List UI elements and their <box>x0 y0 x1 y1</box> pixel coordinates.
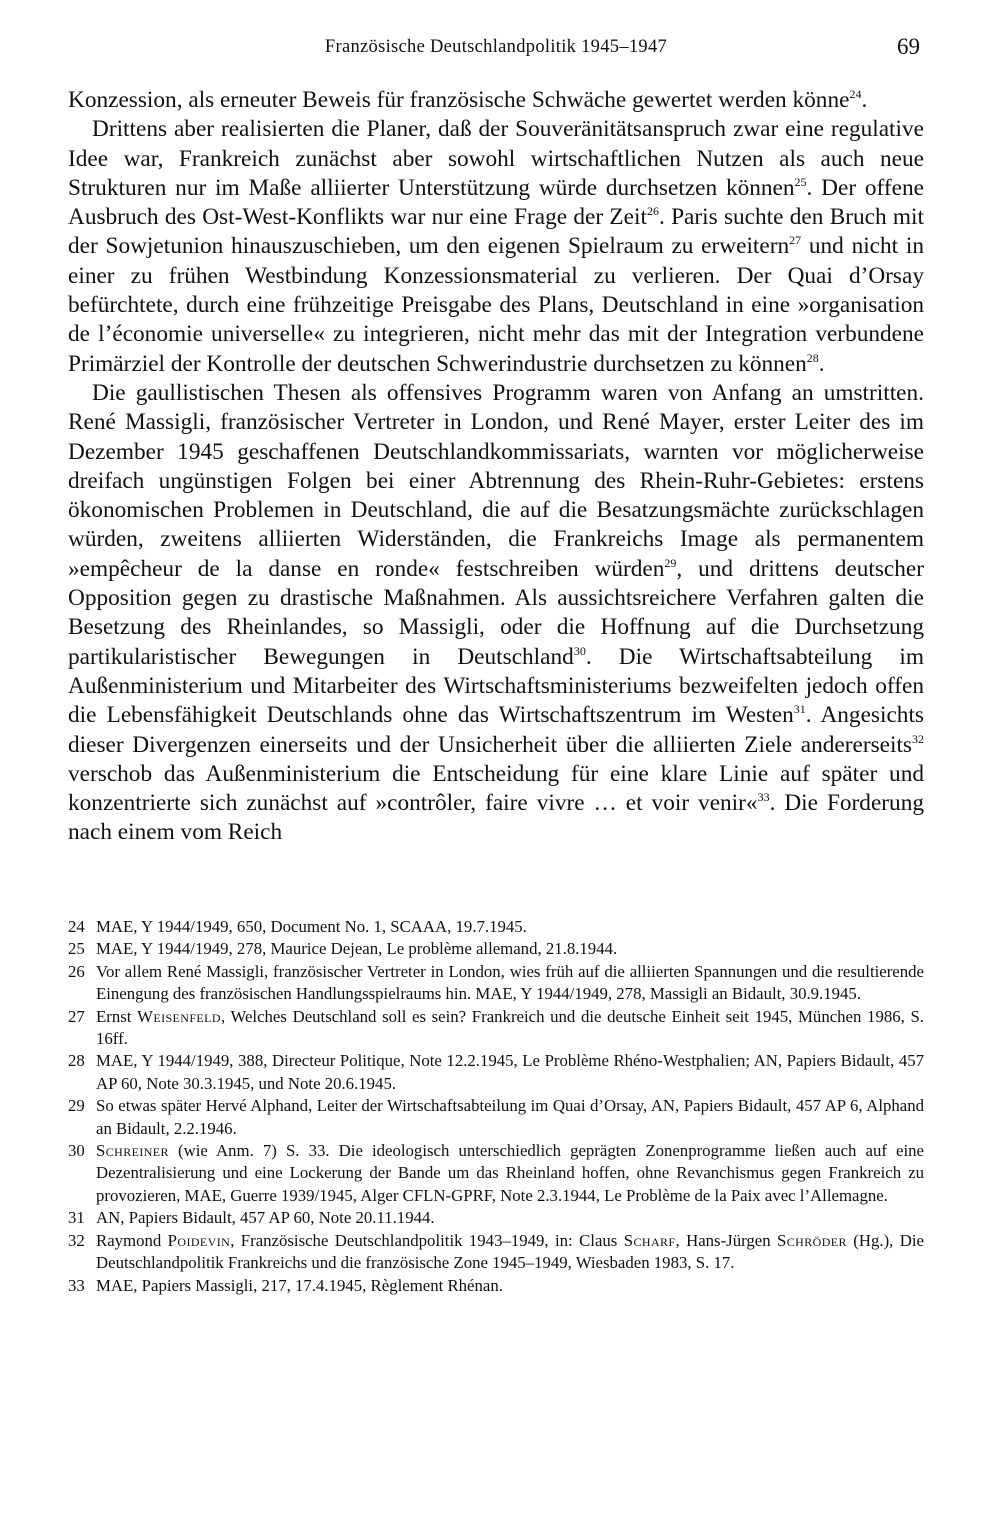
paragraph <box>68 115 924 379</box>
footnote-ref: 25 <box>794 174 807 189</box>
footnote-text: Ernst <box>96 1006 138 1026</box>
footnote-ref: 29 <box>664 555 677 570</box>
text-run: . Der offene Ausbruch des Ost-West-Konflikts war nur eine Frage der Zeit <box>68 174 924 231</box>
text-run: . Paris suchte den Bruch mit der Sowjetunion hinauszuschieben, um den eigenen Spielraum zu erweitern <box>68 204 924 260</box>
body-text <box>68 86 924 848</box>
footnote-text: (Hg.), Die Deutschlandpolitik Frankreichs und die französische Zone 1945–1949, Wiesbaden 1983, S. 17. <box>96 1230 924 1273</box>
text-run: Konzession, als erneuter Beweis für französische Schwäche gewertet werden könne <box>68 87 850 113</box>
footnote-text: , Hans-Jürgen <box>675 1230 778 1250</box>
footnote <box>68 1207 924 1229</box>
footnote <box>68 916 924 938</box>
footnote-text: Vor allem René Massigli, französischer Vertreter in London, wies früh auf die alliierten Spannungen und die resultierende Einengung des französischen Handlungsspielraums hin. MAE, Y 1944/1949, 278, Massigli an Bidault, 30.9.1945. <box>96 961 924 1004</box>
footnotes <box>68 916 924 1297</box>
footnote-ref: 26 <box>646 204 659 219</box>
author-name: Schreiner <box>96 1141 169 1161</box>
footnote-number: 30 <box>68 1141 85 1161</box>
text-run: Die gaullistischen Thesen als offensives Programm waren von Anfang an umstritten. René Massigli, französischer Vertreter in London, und René Mayer, erster Leiter des im Dezember 1945 geschaffenen Deutschlandkommissariats, warnten vor möglicherweise dreifach ungünstigen Folgen bei einer Abtrennung des Rhein-Ruhr-Gebietes: erstens ökonomischen Problemen in Deutschland, die auf die Besatzungsmächte zurückschlagen würden, zweitens alliierten Widerständen, die Frankreichs Image als permanentem »empêcheur de la danse en ronde« festschreiben würden <box>68 379 924 582</box>
running-head <box>68 34 924 64</box>
text-run: . <box>861 87 868 113</box>
footnote-number: 32 <box>68 1230 85 1250</box>
footnote-number: 25 <box>68 939 85 959</box>
text-run: . Die Wirtschaftsabteilung im Außenministerium und Mitarbeiter des Wirtschaftsministeriums bezweifelten jedoch offen die Lebensfähigkeit Deutschlands ohne das Wirtschaftszentrum im Westen <box>68 643 924 729</box>
text-run: und nicht in einer zu frühen Westbindung Konzessionsmaterial zu verlieren. Der Quai d’Orsay befürchtete, durch eine frühzeitige Preisgabe des Plans, Deutschland in eine »organisation de l’économie universelle« zu integrieren, nicht mehr das mit der Integration verbundene Primärziel der Kontrolle der deutschen Schwerindustrie durchsetzen zu können <box>68 233 925 377</box>
footnote-number: 26 <box>68 961 85 981</box>
footnote-number: 24 <box>68 917 85 936</box>
footnote-text: (wie Anm. 7) S. 33. Die ideologisch unterschiedlich geprägten Zonenprogramme ließen auch auf eine Dezentralisierung und eine Lockerung der Bande um das Rheinland hoffen, ohne Revanchismus gegen Frankreich zu provozieren, MAE, Guerre 1939/1945, Alger CFLN-GPRF, Note 2.3.1944, Le Problème de la Paix avec l’Allemagne. <box>96 1141 924 1205</box>
footnote-text: AN, Papiers Bidault, 457 AP 60, Note 20.11.1944. <box>96 1208 435 1228</box>
footnote <box>68 1140 924 1207</box>
author-name: Schröder <box>777 1230 847 1250</box>
footnote-text: So etwas später Hervé Alphand, Leiter der Wirtschaftsabteilung im Quai d’Orsay, AN, Papiers Bidault, 457 AP 6, Alphand an Bidault, 2.2.1946. <box>96 1096 924 1138</box>
footnote-text: MAE, Y 1944/1949, 388, Directeur Politique, Note 12.2.1945, Le Problème Rhéno-Westphalien; AN, Papiers Bidault, 457 AP 60, Note 30.3.1945, und Note 20.6.1945. <box>96 1051 924 1093</box>
footnote-text: , Welches Deutschland soll es sein? Frankreich und die deutsche Einheit seit 1945, München 1986, S. 16ff. <box>96 1006 924 1049</box>
footnote-ref: 31 <box>793 702 806 717</box>
paragraph <box>68 86 924 115</box>
text-run: . Die Forderung nach einem vom Reich <box>68 790 924 846</box>
text-run: . <box>818 350 825 377</box>
footnote-text: MAE, Y 1944/1949, 650, Document No. 1, SCAAA, 19.7.1945. <box>96 917 527 936</box>
footnote-number: 27 <box>68 1006 85 1026</box>
footnote-ref: 33 <box>757 790 770 805</box>
paragraph <box>68 379 924 848</box>
author-name: Poidevin <box>167 1230 231 1250</box>
footnote-text: , Französische Deutschlandpolitik 1943–1949, in: Claus <box>230 1230 624 1250</box>
footnote <box>68 1095 924 1140</box>
footnote <box>68 1275 924 1297</box>
page-number: 69 <box>897 34 920 59</box>
text-run: , und drittens deutscher Opposition gegen zu drastische Maßnahmen. Als aussichtsreichere Verfahren galten die Besetzung des Rheinlandes, so Massigli, oder die Hoffnung auf die Durchsetzung partikularistischer Bewegungen in Deutschland <box>68 555 924 670</box>
footnote-ref: 32 <box>912 731 924 746</box>
footnote <box>68 961 924 1006</box>
text-run: Drittens aber realisierten die Planer, daß der Souveränitätsanspruch zwar eine regulative Idee war, Frankreich zunächst aber sowohl wirtschaftlichen Nutzen als auch neue Strukturen nur im Maße alliierter Unterstützung würde durchsetzen können <box>68 116 924 201</box>
footnote <box>68 1006 924 1051</box>
running-title: Französische Deutschlandpolitik 1945–1947 <box>324 37 668 57</box>
author-name: Scharf <box>623 1230 676 1250</box>
footnote-ref: 24 <box>849 87 862 101</box>
footnote <box>68 938 924 960</box>
footnote <box>68 1230 924 1275</box>
book-page <box>68 0 924 1516</box>
footnote-number: 28 <box>68 1051 85 1071</box>
footnote-number: 29 <box>68 1096 85 1116</box>
author-name: Weisenfeld <box>137 1006 221 1026</box>
text-run: . Angesichts dieser Divergenzen einerseits und der Unsicherheit über die alliierten Ziele andererseits <box>68 702 924 758</box>
footnote-ref: 28 <box>806 350 819 365</box>
footnote-number: 31 <box>68 1208 85 1228</box>
footnote-text: MAE, Y 1944/1949, 278, Maurice Dejean, Le problème allemand, 21.8.1944. <box>96 939 618 959</box>
footnote-ref: 30 <box>573 643 586 658</box>
footnote-text: Raymond <box>96 1230 168 1250</box>
footnote <box>68 1050 924 1095</box>
text-run: verschob das Außenministerium die Entscheidung für eine klare Linie auf später und konzentrierte sich zunächst auf »contrôler, faire vivre … et voir venir« <box>68 760 924 817</box>
footnote-text: MAE, Papiers Massigli, 217, 17.4.1945, Règlement Rhénan. <box>96 1275 503 1295</box>
footnote-ref: 27 <box>789 233 802 248</box>
footnote-number: 33 <box>68 1275 85 1295</box>
